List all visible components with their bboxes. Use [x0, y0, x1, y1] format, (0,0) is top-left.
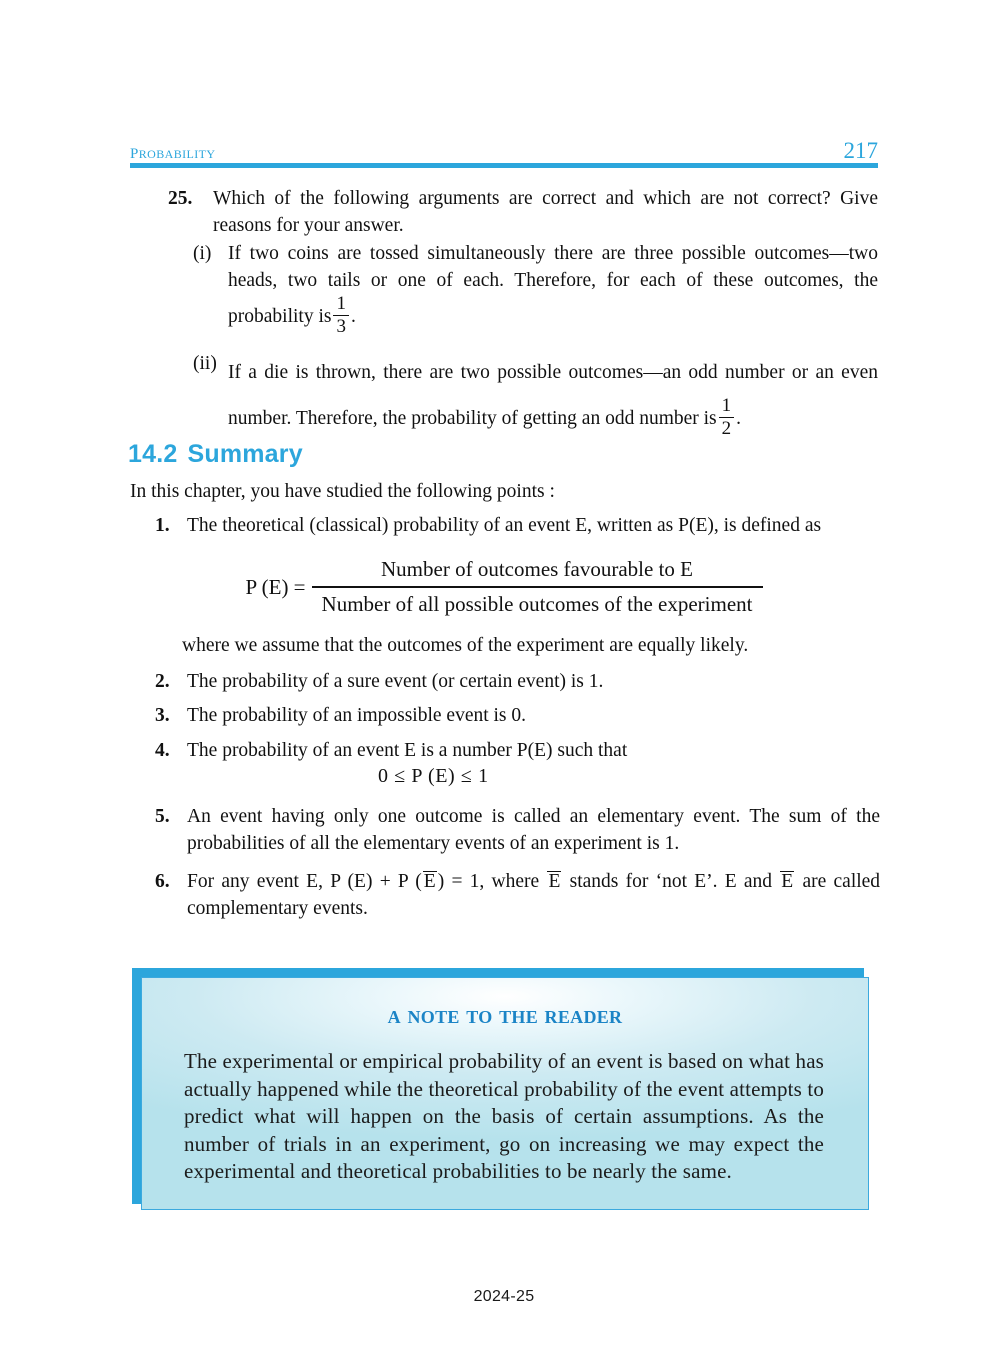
- point-text-6: [187, 868, 880, 922]
- question-marker: 25.: [168, 188, 193, 209]
- point-text-4: The probability of an event E is a number P(E) such that: [187, 740, 628, 761]
- note-box-panel: [141, 977, 869, 1210]
- section-title: Summary: [187, 440, 303, 468]
- page-footer: 2024-25: [473, 1288, 535, 1305]
- summary-point-3: [155, 702, 880, 729]
- point-6-part3: stands for ‘not E’. E and: [569, 871, 773, 892]
- summary-intro: In this chapter, you have studied the following points :: [130, 481, 555, 502]
- probability-formula: [0, 556, 1008, 618]
- note-to-reader-box: [132, 968, 869, 1210]
- summary-point-6: [155, 868, 880, 922]
- point-6-part1: For any event E, P (E) + P (: [187, 871, 422, 892]
- point-marker-1: 1.: [155, 515, 170, 536]
- point-marker-2: 2.: [155, 671, 170, 692]
- fraction-denominator: 3: [336, 316, 346, 338]
- point-text-5: An event having only one outcome is called an elementary event. The sum of the probabilities of all the elementary events of an experiment is 1.: [187, 806, 880, 854]
- question-text: Which of the following arguments are correct and which are not correct? Give reasons for your answer.: [213, 188, 878, 236]
- e-complement-symbol-3: E: [781, 871, 794, 892]
- section-number: 14.2: [128, 440, 178, 468]
- page-header: [130, 138, 878, 164]
- running-header-title: probability: [130, 139, 216, 163]
- item-i-tail: .: [350, 306, 356, 327]
- probability-range-inequality: 0 ≤ P (E) ≤ 1: [378, 765, 489, 787]
- fraction-one-third: [333, 294, 349, 337]
- point-marker-5: 5.: [155, 806, 170, 827]
- point-text-1: The theoretical (classical) probability of an event E, written as P(E), is defined as: [187, 515, 822, 536]
- point-6-part2: ) = 1, where: [437, 871, 540, 892]
- item-i-lead: If two coins are tossed simultaneously there are three possible outcomes—two heads, two tails or one of each. Therefore, for each of these outcomes, the probability is: [228, 243, 878, 327]
- exercise-item-ii: [193, 350, 878, 442]
- formula-numerator: Number of outcomes favourable to E: [381, 557, 694, 581]
- fraction-numerator: 1: [721, 395, 732, 416]
- formula-left-hand-side: P (E) =: [245, 574, 306, 599]
- fraction-numerator: 1: [336, 293, 346, 314]
- exercise-item-i: [193, 240, 878, 337]
- formula-denominator: Number of all possible outcomes of the experiment: [321, 591, 753, 616]
- item-marker-i: (i): [193, 243, 212, 264]
- item-ii-tail: .: [736, 408, 742, 429]
- note-box-body-text: The experimental or empirical probability of an event is based on what has actually happened while the theoretical probability of the event attempts to predict what will happen on the basis of certain assumptions. As the number of trials in an experiment, go on increasing we may expect the experimental and theoretical probabilities to be nearly the same.: [184, 1049, 825, 1183]
- item-ii-lead: If a die is thrown, there are two possible outcomes—an odd number or an even number. Therefore, the probability of getting an odd number is: [228, 362, 878, 429]
- fraction-one-half: [719, 396, 735, 439]
- exercise-question-25: [168, 185, 878, 239]
- e-complement-symbol-2: E: [548, 871, 561, 892]
- point-text-3: The probability of an impossible event is 0.: [187, 705, 527, 726]
- point-marker-6: 6.: [155, 871, 170, 892]
- formula-fraction: [312, 556, 763, 618]
- point-6-part4: are called complementary events.: [187, 871, 881, 919]
- item-text-ii: [228, 350, 878, 442]
- point-marker-3: 3.: [155, 705, 170, 726]
- e-complement-symbol-1: E: [423, 871, 436, 892]
- page-number: 217: [843, 138, 878, 163]
- summary-point-4: [155, 737, 880, 764]
- point-text-2: The probability of a sure event (or certain event) is 1.: [187, 671, 604, 692]
- header-divider-rule: [130, 163, 878, 168]
- fraction-denominator: 2: [721, 418, 732, 440]
- item-marker-ii: (ii): [193, 353, 217, 374]
- summary-point-5: [155, 803, 880, 857]
- note-box-title: a note to the reader: [387, 1002, 623, 1029]
- summary-point-2: [155, 668, 880, 695]
- summary-point-1: [155, 512, 880, 539]
- formula-assumption-note: where we assume that the outcomes of the experiment are equally likely.: [182, 635, 749, 656]
- section-heading-summary: [128, 440, 303, 469]
- point-marker-4: 4.: [155, 740, 170, 761]
- item-text-i: [228, 240, 878, 337]
